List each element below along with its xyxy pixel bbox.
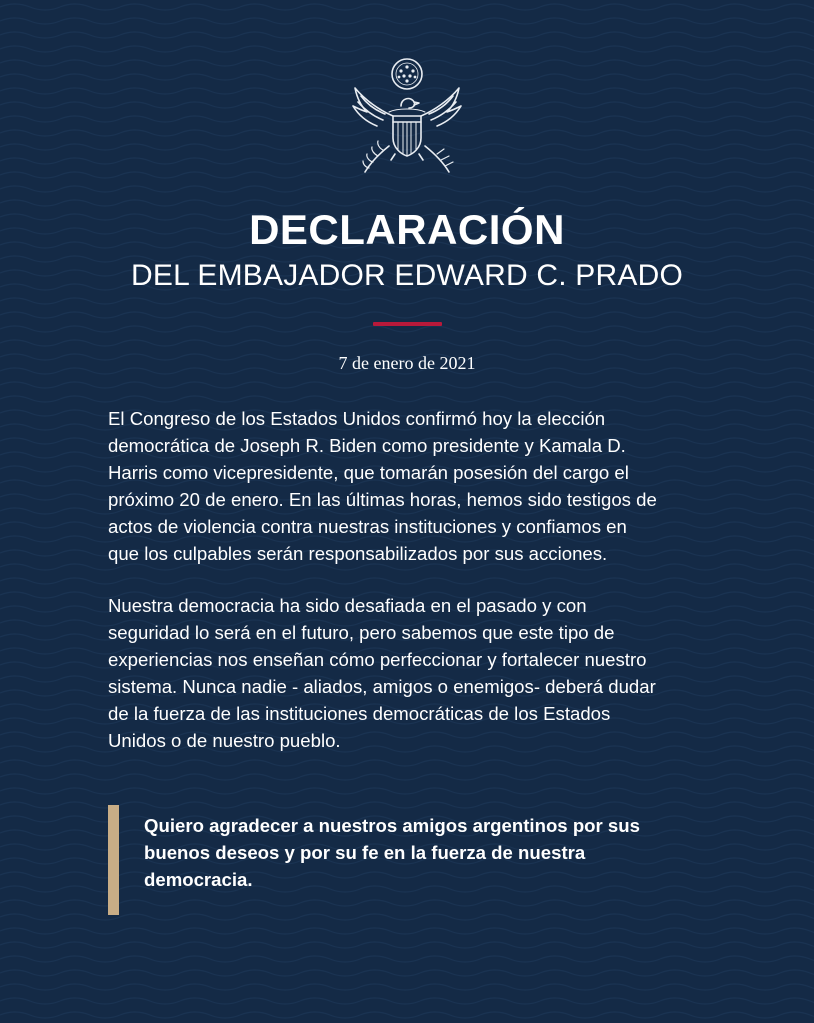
great-seal-eagle-icon [337, 50, 477, 190]
highlight-quote: Quiero agradecer a nuestros amigos argentinos por sus buenos deseos y por su fe en la fuerza de nuestra democracia. [144, 815, 640, 890]
quote-accent-bar [108, 805, 119, 915]
statement-date: 7 de enero de 2021 [338, 353, 476, 373]
statement-subtitle: DEL EMBAJADOR EDWARD C. PRADO [131, 259, 683, 292]
accent-divider [373, 322, 442, 326]
body-paragraph-1: El Congreso de los Estados Unidos confirmó hoy la elección democrática de Joseph R. Biden como presidente y Kamala D. Harris como vicepresidente, que tomarán posesión del cargo el próximo 20 de enero. En las últimas horas, hemos sido testigos de actos de violencia contra nuestras instituciones y confiamos en que los culpables serán responsabilizados por sus acciones. [108, 408, 657, 564]
statement-title: DECLARACIÓN [249, 206, 565, 253]
body-paragraph-2: Nuestra democracia ha sido desafiada en el pasado y con seguridad lo será en el futuro, pero sabemos que este tipo de experiencias nos enseñan cómo perfeccionar y fortalecer nuestro sistema. Nunca nadie - aliados, amigos o enemigos- deberá dudar de la fuerza de las instituciones democráticas de los Estados Unidos o de nuestro pueblo. [108, 595, 656, 751]
